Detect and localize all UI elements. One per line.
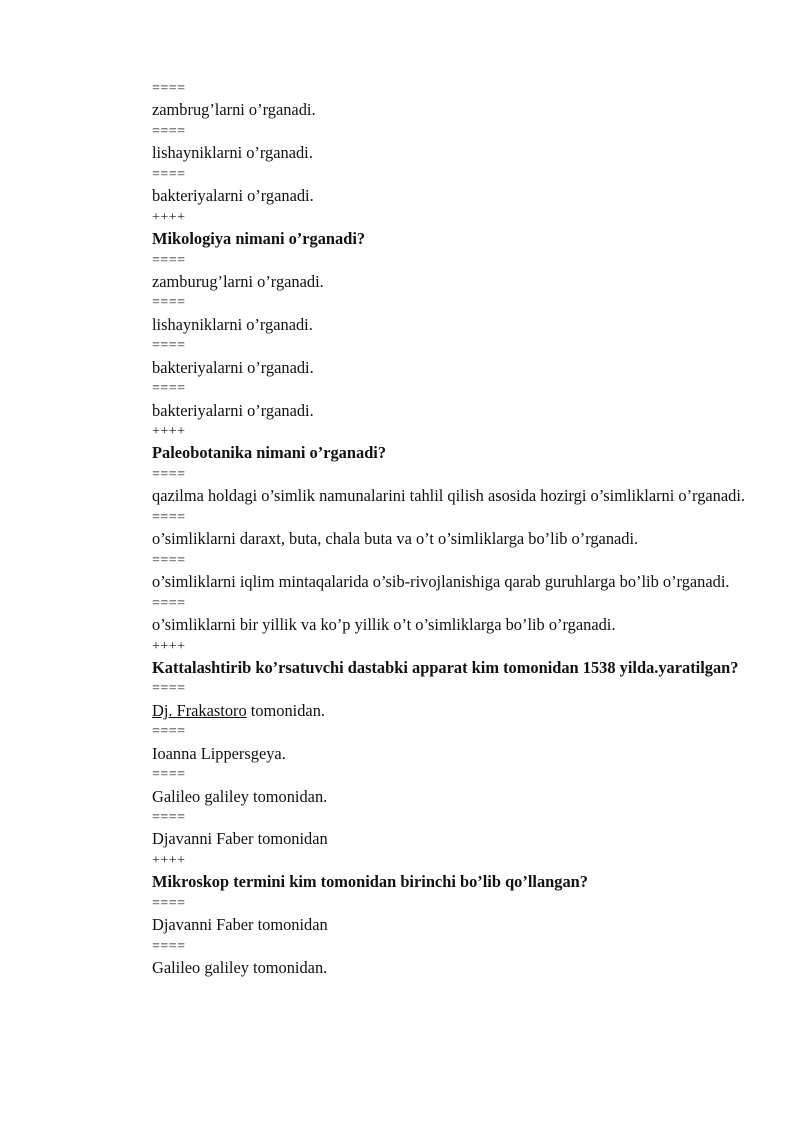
answer-option: Djavanni Faber tomonidan xyxy=(152,829,328,849)
separator-line: ==== xyxy=(152,338,186,354)
separator-line: ==== xyxy=(152,810,186,826)
separator-line: ==== xyxy=(152,467,186,483)
answer-option: o’simliklarni bir yillik va ko’p yillik o’t o’simliklarga bo’lib o’rganadi. xyxy=(152,614,616,634)
answer-option: zambrug’larni o’rganadi. xyxy=(152,100,316,120)
separator-line: ==== xyxy=(152,252,186,268)
answer-option: bakteriyalarni o’rganadi. xyxy=(152,186,314,206)
separator-line: ==== xyxy=(152,123,186,139)
separator-line: ==== xyxy=(152,595,186,611)
separator-line: ==== xyxy=(152,895,186,911)
separator-line: ==== xyxy=(152,381,186,397)
answer-option: o’simliklarni daraxt, buta, chala buta va o’t o’simliklarga bo’lib o’rganadi. xyxy=(152,529,639,549)
answer-option: o’simliklarni iqlim mintaqalarida o’sib-rivojlanishiga qarab guruhlarga bo’lib o’rganadi. xyxy=(152,572,730,592)
separator-line: ==== xyxy=(152,681,186,697)
answer-option: lishayniklarni o’rganadi. xyxy=(152,143,313,163)
separator-line: ++++ xyxy=(152,638,186,654)
separator-line: ==== xyxy=(152,767,186,783)
answer-option xyxy=(152,700,752,722)
answer-option: zamburug’larni o’rganadi. xyxy=(152,271,324,291)
separator-line: ==== xyxy=(152,81,186,96)
underlined-name: Dj. Frakastoro xyxy=(152,700,247,720)
question-text: Paleobotanika nimani o’rganadi? xyxy=(152,443,387,463)
answer-text: tomonidan. xyxy=(246,700,325,720)
separator-line: ++++ xyxy=(152,424,186,440)
separator-line: ==== xyxy=(152,509,186,525)
separator-line: ==== xyxy=(152,552,186,568)
separator-line: ==== xyxy=(152,724,186,740)
question-text: Mikologiya nimani o’rganadi? xyxy=(152,228,366,248)
separator-line: ==== xyxy=(152,295,186,311)
answer-option: Galileo galiley tomonidan. xyxy=(152,786,328,806)
separator-line: ++++ xyxy=(152,209,186,225)
answer-option: bakteriyalarni o’rganadi. xyxy=(152,357,314,377)
answer-option: qazilma holdagi o’simlik namunalarini tahlil qilish asosida hozirgi o’simliklarni o’rganadi. xyxy=(152,486,745,506)
answer-option: Djavanni Faber tomonidan xyxy=(152,915,328,935)
answer-option: bakteriyalarni o’rganadi. xyxy=(152,400,314,420)
question-text: Mikroskop termini kim tomonidan birinchi bo’lib qo’llangan? xyxy=(152,872,588,892)
answer-option: Ioanna Lippersgeya. xyxy=(152,743,286,763)
answer-option: lishayniklarni o’rganadi. xyxy=(152,314,313,334)
answer-option: Galileo galiley tomonidan. xyxy=(152,958,328,978)
document-page xyxy=(152,78,752,979)
separator-line: ++++ xyxy=(152,853,186,869)
question-text: Kattalashtirib ko’rsatuvchi dastabki apparat kim tomonidan 1538 yilda.yaratilgan? xyxy=(152,657,739,677)
separator-line: ==== xyxy=(152,166,186,182)
separator-line: ==== xyxy=(152,938,186,954)
